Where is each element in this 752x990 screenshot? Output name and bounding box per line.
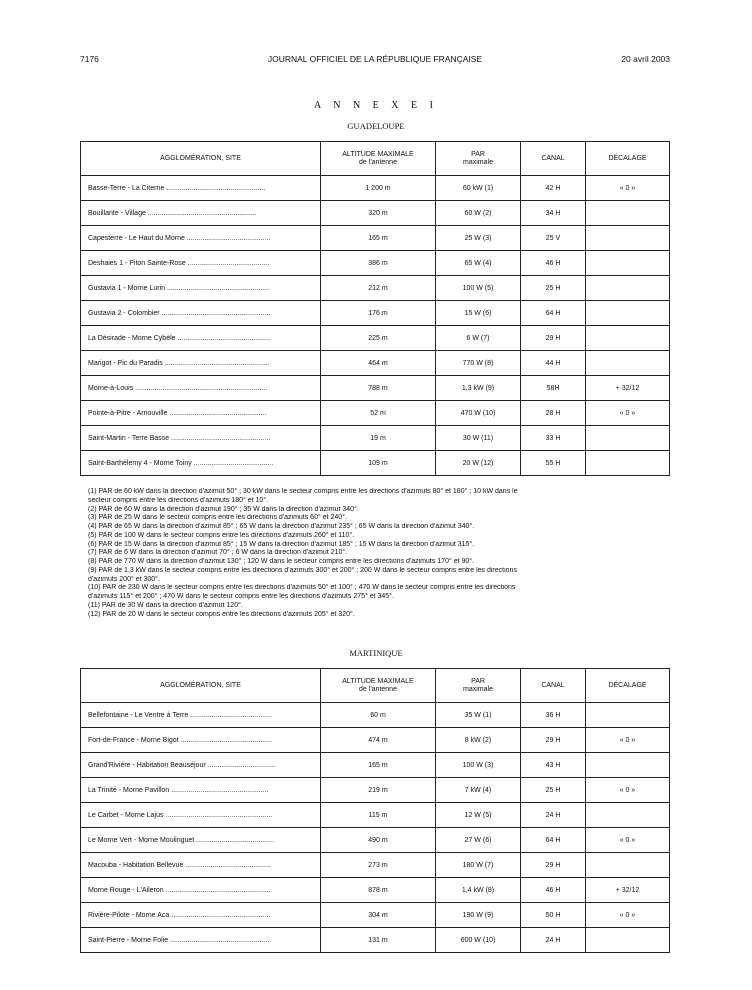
footnote-line: (1) PAR de 60 kW dans la direction d'azimut 50° ; 30 kW dans le secteur compris entre les directions d'azimuts 80° et 180° ; 10 kW dans le — [88, 488, 518, 495]
site-cell: Saint-Barthélemy 4 - Morne Toiny ......................................... — [81, 451, 321, 476]
site-cell: Deshaies 1 - Piton Sainte-Rose .......................................... — [81, 251, 321, 276]
altitude-cell: 115 m — [321, 803, 436, 828]
journal-title: JOURNAL OFFICIEL DE LA RÉPUBLIQUE FRANÇAISE — [267, 54, 483, 64]
decalage-cell — [586, 301, 670, 326]
footnote-line: (6) PAR de 15 W dans la direction d'azimut 85° ; 15 W dans la direction d'azimut 185° ; 15 W dans la direction d'azimut 315°. — [88, 540, 475, 548]
table-row — [81, 928, 670, 953]
par-cell: 60 kW (1) — [436, 176, 521, 201]
altitude-cell: 165 m — [321, 753, 436, 778]
altitude-cell: 165 m — [321, 226, 436, 251]
site-cell: La Trinité - Morne Pavillon .................................................. — [81, 778, 321, 803]
table-row — [81, 251, 670, 276]
canal-cell: 24 H — [521, 803, 586, 828]
altitude-cell: 878 m — [321, 878, 436, 903]
site-cell: Fort-de-France - Morne Bigot ............................................... — [81, 728, 321, 753]
canal-cell: 24 H — [521, 928, 586, 953]
altitude-cell: 490 m — [321, 828, 436, 853]
col-header-par-line2: maximale — [463, 685, 493, 693]
site-cell: Bouillante - Village ........................................................ — [81, 201, 321, 226]
table-row — [81, 828, 670, 853]
site-cell: Gustavia 1 - Morne Lurin ..................................................... — [81, 276, 321, 301]
site-cell: Le Morne Vert - Morne Moulinguet ........................................ — [81, 828, 321, 853]
table-row — [81, 451, 670, 476]
par-cell: 600 W (10) — [436, 928, 521, 953]
decalage-cell: « 0 » — [586, 828, 670, 853]
footnotes — [88, 488, 673, 619]
altitude-cell: 1 200 m — [321, 176, 436, 201]
altitude-cell: 273 m — [321, 853, 436, 878]
table-row — [81, 176, 670, 201]
footnote-line: (9) PAR de 1,3 kW dans le secteur compris entre les directions d'azimuts 300° et 200° ; 200 W dans le secteur compris entre les directions — [88, 566, 517, 574]
canal-cell: 43 H — [521, 753, 586, 778]
decalage-cell — [586, 201, 670, 226]
table-row — [81, 426, 670, 451]
altitude-cell: 52 m — [321, 401, 436, 426]
canal-cell: 29 H — [521, 326, 586, 351]
site-cell: Rivière-Pilote - Morne Aca ................................................... — [81, 903, 321, 928]
par-cell: 15 W (6) — [436, 301, 521, 326]
site-cell: Morne Rouge - L'Aileron ...................................................... — [81, 878, 321, 903]
par-cell: 100 W (5) — [436, 276, 521, 301]
footnote-line: secteur compris entre les directions d'azimuts 180° et 10°. — [88, 496, 269, 504]
par-cell: 180 W (7) — [436, 853, 521, 878]
site-cell: Gustavia 2 - Colombier ........................................................ — [81, 301, 321, 326]
table-row — [81, 376, 670, 401]
table-row — [81, 803, 670, 828]
par-cell: 470 W (10) — [436, 401, 521, 426]
footnote-line: (2) PAR de 60 W dans la direction d'azimut 190° ; 35 W dans la direction d'azimut 340°. — [88, 505, 359, 513]
altitude-cell: 109 m — [321, 451, 436, 476]
annex-title: A N N E X E I — [314, 100, 438, 111]
decalage-cell — [586, 753, 670, 778]
decalage-cell — [586, 451, 670, 476]
col-header-canal: CANAL — [521, 669, 586, 703]
col-header-altitude-line2: de l'antenne — [359, 158, 397, 166]
par-cell: 1,3 kW (9) — [436, 376, 521, 401]
par-cell: 30 W (11) — [436, 426, 521, 451]
region-title-martinique: MARTINIQUE — [349, 648, 403, 658]
col-header-par — [436, 669, 521, 703]
canal-cell: 46 H — [521, 878, 586, 903]
canal-cell: 29 H — [521, 853, 586, 878]
col-header-altitude — [321, 142, 436, 176]
site-cell: Capesterre - Le Haut du Morne ........................................... — [81, 226, 321, 251]
canal-cell: 34 H — [521, 201, 586, 226]
canal-cell: 36 H — [521, 703, 586, 728]
site-cell: Le Carbet - Morne Lajus ....................................................... — [81, 803, 321, 828]
col-header-altitude-line1: ALTITUDE MAXIMALE — [342, 151, 414, 159]
altitude-cell: 131 m — [321, 928, 436, 953]
altitude-cell: 19 m — [321, 426, 436, 451]
decalage-cell — [586, 251, 670, 276]
col-header-altitude — [321, 669, 436, 703]
guadeloupe-table — [80, 141, 670, 476]
footnote-line: (10) PAR de 230 W dans le secteur compris entre les directions d'azimuts 50° et 100° ; 470 W dans le secteur compris entre les directions — [88, 584, 516, 592]
altitude-cell: 788 m — [321, 376, 436, 401]
decalage-cell — [586, 226, 670, 251]
table-row — [81, 201, 670, 226]
canal-cell: 42 H — [521, 176, 586, 201]
canal-cell: 64 H — [521, 828, 586, 853]
site-cell: Macouba - Habitation Bellevue ............................................ — [81, 853, 321, 878]
par-cell: 35 W (1) — [436, 703, 521, 728]
altitude-cell: 464 m — [321, 351, 436, 376]
canal-cell: 44 H — [521, 351, 586, 376]
par-cell: 20 W (12) — [436, 451, 521, 476]
table-row — [81, 276, 670, 301]
table-row — [81, 226, 670, 251]
table-row — [81, 301, 670, 326]
footnote-line: (4) PAR de 65 W dans la direction d'azimut 85° ; 65 W dans la direction d'azimut 235° ; 65 W dans la direction d'azimut 340°. — [88, 523, 475, 530]
table-row — [81, 853, 670, 878]
decalage-cell — [586, 928, 670, 953]
col-header-canal: CANAL — [521, 142, 586, 176]
table-row — [81, 351, 670, 376]
table-row — [81, 728, 670, 753]
page-number: 7176 — [80, 54, 99, 64]
page-header — [80, 54, 670, 66]
altitude-cell: 176 m — [321, 301, 436, 326]
footnote-line: (5) PAR de 100 W dans le secteur compris entre les directions d'azimuts 260° et 110°. — [88, 531, 355, 539]
canal-cell: 25 V — [521, 226, 586, 251]
decalage-cell: « 0 » — [586, 728, 670, 753]
footnote-line: (3) PAR de 25 W dans le secteur compris entre les directions d'azimuts 60° et 240°. — [88, 514, 347, 522]
footnote-line: (8) PAR de 770 W dans la direction d'azimut 130° ; 120 W dans le secteur compris entre les directions d'azimuts 170° et 90°. — [88, 558, 475, 565]
canal-cell: 55 H — [521, 451, 586, 476]
canal-cell: 64 H — [521, 301, 586, 326]
site-cell: Basse-Terre - La Citerne ................................................... — [81, 176, 321, 201]
col-header-decalage: DÉCALAGE — [586, 142, 670, 176]
altitude-cell: 60 m — [321, 703, 436, 728]
altitude-cell: 320 m — [321, 201, 436, 226]
decalage-cell — [586, 803, 670, 828]
decalage-cell: « 0 » — [586, 401, 670, 426]
col-header-site: AGGLOMÉRATION, SITE — [81, 669, 321, 703]
col-header-altitude-line1: ALTITUDE MAXIMALE — [342, 678, 414, 686]
table-row — [81, 878, 670, 903]
footnote-line: (11) PAR de 30 W dans la direction d'azimut 120°. — [88, 601, 243, 609]
altitude-cell: 219 m — [321, 778, 436, 803]
region-title-guadeloupe: GUADELOUPE — [347, 121, 405, 131]
par-cell: 1,4 kW (8) — [436, 878, 521, 903]
site-cell: Bellefontaine - Le Ventre à Terre .......................................... — [81, 703, 321, 728]
decalage-cell — [586, 276, 670, 301]
par-cell: 6 W (7) — [436, 326, 521, 351]
decalage-cell: « 0 » — [586, 176, 670, 201]
col-header-par-line2: maximale — [463, 158, 493, 166]
par-cell: 8 kW (2) — [436, 728, 521, 753]
decalage-cell: « 0 » — [586, 903, 670, 928]
canal-cell: 29 H — [521, 728, 586, 753]
altitude-cell: 225 m — [321, 326, 436, 351]
footnote-line: d'azimuts 200° et 300°. — [88, 575, 160, 583]
col-header-par-line1: PAR — [471, 151, 485, 159]
decalage-cell — [586, 351, 670, 376]
table-row — [81, 326, 670, 351]
canal-cell: 58H — [521, 376, 586, 401]
canal-cell: 25 H — [521, 276, 586, 301]
decalage-cell: + 32/12 — [586, 376, 670, 401]
martinique-table — [80, 668, 670, 953]
decalage-cell: + 32/12 — [586, 878, 670, 903]
col-header-altitude-line2: de l'antenne — [359, 685, 397, 693]
decalage-cell — [586, 326, 670, 351]
footnote-line: (7) PAR de 6 W dans la direction d'azimut 70° ; 6 W dans la direction d'azimut 210°. — [88, 549, 348, 557]
site-cell: Grand'Rivière - Habitation Beauséjour ................................... — [81, 753, 321, 778]
par-cell: 27 W (6) — [436, 828, 521, 853]
decalage-cell: « 0 » — [586, 778, 670, 803]
table-row — [81, 401, 670, 426]
par-cell: 100 W (3) — [436, 753, 521, 778]
par-cell: 12 W (5) — [436, 803, 521, 828]
col-header-par-line1: PAR — [471, 678, 485, 686]
par-cell: 65 W (4) — [436, 251, 521, 276]
table-row — [81, 703, 670, 728]
footnote-line: (12) PAR de 20 W dans le secteur compris entre les directions d'azimuts 205° et 320°. — [88, 610, 355, 618]
canal-cell: 50 H — [521, 903, 586, 928]
canal-cell: 33 H — [521, 426, 586, 451]
publication-date: 20 avril 2003 — [621, 54, 670, 64]
table-row — [81, 753, 670, 778]
canal-cell: 46 H — [521, 251, 586, 276]
site-cell: Saint-Pierre - Morne Folie ................................................... — [81, 928, 321, 953]
altitude-cell: 386 m — [321, 251, 436, 276]
par-cell: 60 W (2) — [436, 201, 521, 226]
altitude-cell: 304 m — [321, 903, 436, 928]
table-row — [81, 778, 670, 803]
table-row — [81, 903, 670, 928]
par-cell: 25 W (3) — [436, 226, 521, 251]
canal-cell: 28 H — [521, 401, 586, 426]
site-cell: Morne-à-Louis .................................................................... — [81, 376, 321, 401]
canal-cell: 25 H — [521, 778, 586, 803]
site-cell: Marigot - Pic du Paradis ...................................................... — [81, 351, 321, 376]
col-header-decalage: DÉCALAGE — [586, 669, 670, 703]
col-header-par — [436, 142, 521, 176]
par-cell: 770 W (8) — [436, 351, 521, 376]
decalage-cell — [586, 426, 670, 451]
decalage-cell — [586, 703, 670, 728]
col-header-site: AGGLOMÉRATION, SITE — [81, 142, 321, 176]
par-cell: 190 W (9) — [436, 903, 521, 928]
altitude-cell: 212 m — [321, 276, 436, 301]
footnote-line: d'azimuts 115° et 200° ; 470 W dans le secteur compris entre les directions d'azimuts 275° et 345°. — [88, 593, 394, 600]
site-cell: Saint-Martin - Terre Basse ................................................... — [81, 426, 321, 451]
site-cell: La Désirade - Morne Cybèle ................................................ — [81, 326, 321, 351]
site-cell: Pointe-à-Pitre - Arnouville .................................................. — [81, 401, 321, 426]
par-cell: 7 kW (4) — [436, 778, 521, 803]
decalage-cell — [586, 853, 670, 878]
altitude-cell: 474 m — [321, 728, 436, 753]
